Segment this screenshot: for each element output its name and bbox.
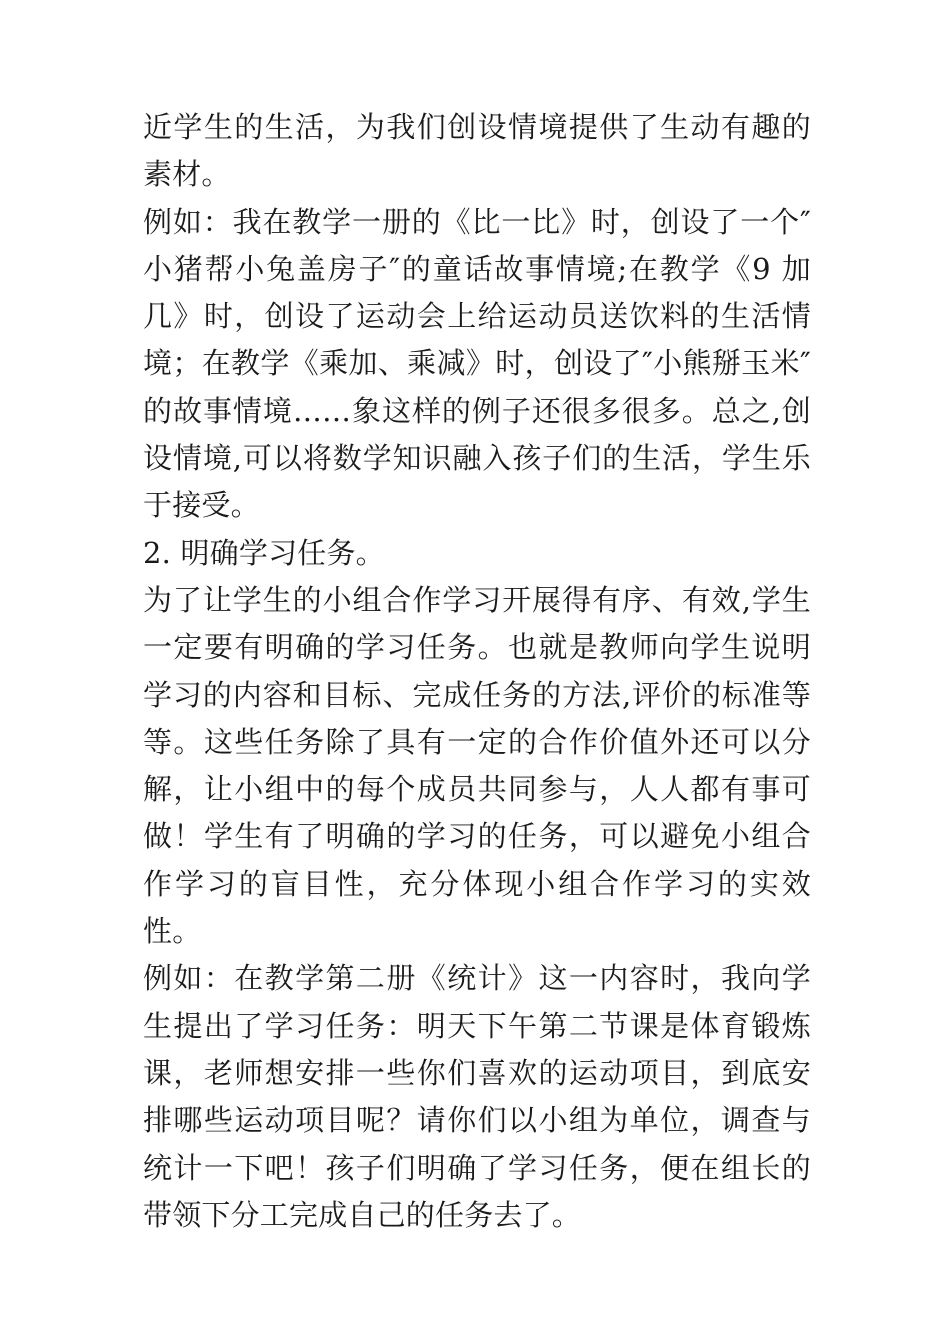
paragraph-learning-task: 为了让学生的小组合作学习开展得有序、有效,学生一定要有明确的学习任务。也就是教师向学生说明学习的内容和目标、完成任务的方法,评价的标准等等。这些任务除了具有一定的合作价值外还可以分解，让小组中的每个成员共同参与，人人都有事可做！学生有了明确的学习的任务，可以避免小组合作学习的盲目性，充分体现小组合作学习的实效性。 xyxy=(143,582,811,949)
paragraph-example-two: 例如：在教学第二册《统计》这一内容时，我向学生提出了学习任务：明天下午第二节课是体育锻炼课，老师想安排一些你们喜欢的运动项目，到底安排哪些运动项目呢？请你们以小组为单位，调查与统计一下吧！孩子们明确了学习任务，便在组长的带领下分工完成自己的任务去了。 xyxy=(143,961,811,1232)
paragraph-example-one: 例如：我在教学一册的《比一比》时，创设了一个″小猪帮小兔盖房子″的童话故事情境;在教学《9 加几》时，创设了运动会上给运动员送饮料的生活情境；在教学《乘加、乘减》时，创设了″小熊掰玉米″的故事情境……象这样的例子还很多很多。总之,创设情境,可以将数学知识融入孩子们的生活，学生乐于接受。 xyxy=(143,204,811,523)
paragraph-continuation: 近学生的生活，为我们创设情境提供了生动有趣的素材。 xyxy=(143,110,811,192)
document-body xyxy=(143,104,811,1239)
section-heading: 2. 明确学习任务。 xyxy=(143,535,385,570)
